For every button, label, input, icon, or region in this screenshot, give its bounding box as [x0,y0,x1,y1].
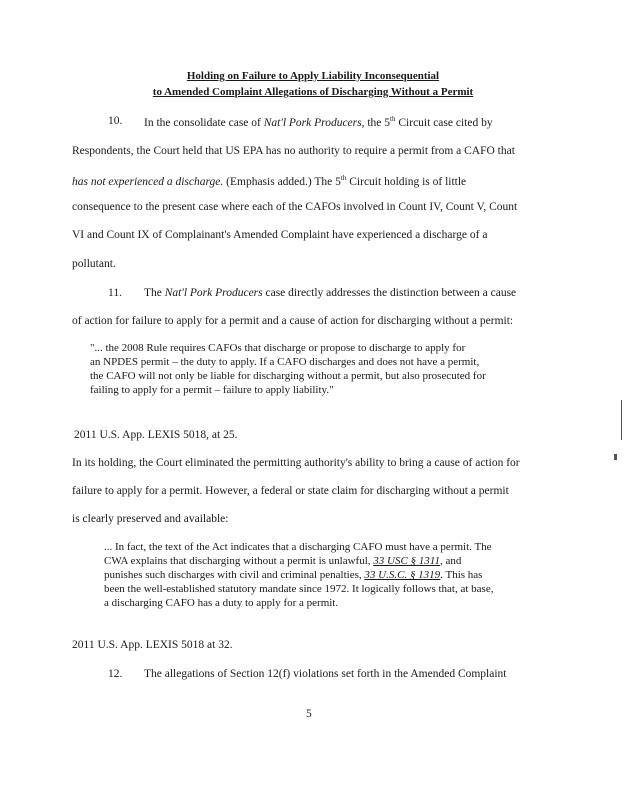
para-12-number: 12. [108,668,123,680]
para-11-line-2: of action for failure to apply for a permit and a cause of action for discharging without a permit: [72,315,514,327]
scan-artifact-mark [621,400,622,440]
quote-2-line-1: ... In fact, the text of the Act indicates that a discharging CAFO must have a permit. The [104,541,492,553]
emphasis-text: has not experienced a discharge. [72,175,224,188]
para-10-number: 10. [108,115,123,127]
para-11-number: 11. [108,287,122,299]
statute-reference: 33 U.S.C. § 1319 [364,569,441,581]
para-10-line-6: pollutant. [72,258,116,270]
quote-1-line-2: an NPDES permit – the duty to apply. If a CAFO discharges and does not have a permit, [90,356,480,368]
section-heading-line-2: to Amended Complaint Allegations of Discharging Without a Permit [152,86,474,98]
citation-1: 2011 U.S. App. LEXIS 5018, at 25. [74,429,238,441]
holding-line-2: failure to apply for a permit. However, a federal or state claim for discharging without a permit [72,485,509,497]
para-10-line-5: VI and Count IX of Complainant's Amended Complaint have experienced a discharge of a [72,229,488,241]
quote-1-line-3: the CAFO will not only be liable for discharging without a permit, but also prosecuted for [90,370,486,382]
para-10-line-4: consequence to the present case where each of the CAFOs involved in Count IV, Count V, Count [72,201,518,213]
section-heading-line-1: Holding on Failure to Apply Liability Inconsequential [186,70,440,82]
para-10-line-3: has not experienced a discharge. (Emphasis added.) The 5th Circuit holding is of little [72,174,467,188]
quote-1-line-1: "... the 2008 Rule requires CAFOs that discharge or propose to discharge to apply for [90,342,466,354]
para-12-line-1: The allegations of Section 12(f) violations set forth in the Amended Complaint [144,668,507,680]
quote-1-line-4: failing to apply for a permit – failure to apply liability." [90,384,334,396]
case-name: Nat'l Pork Producers [164,287,263,299]
quote-2-line-3: punishes such discharges with civil and criminal penalties, 33 U.S.C. § 1319. This has [104,569,483,581]
scan-artifact-mark [614,454,617,460]
para-11-line-1: The Nat'l Pork Producers case directly addresses the distinction between a cause [144,287,517,299]
citation-2: 2011 U.S. App. LEXIS 5018 at 32. [72,639,233,651]
holding-line-1: In its holding, the Court eliminated the permitting authority's ability to bring a cause of action for [72,457,520,469]
quote-2-line-2: CWA explains that discharging without a permit is unlawful, 33 USC § 1311, and [104,555,462,567]
quote-2-line-4: been the well-established statutory mandate since 1972. It logically follows that, at base, [104,583,494,595]
case-name: Nat'l Pork Producers [263,116,362,129]
holding-line-3: is clearly preserved and available: [72,513,229,525]
para-10-line-1: In the consolidate case of Nat'l Pork Producers, the 5th Circuit case cited by [144,115,493,129]
quote-2-line-5: a discharging CAFO has a duty to apply for a permit. [104,597,339,609]
page-number: 5 [306,708,312,720]
para-10-line-2: Respondents, the Court held that US EPA has no authority to require a permit from a CAFO that [72,145,515,157]
statute-reference: 33 USC § 1311 [373,555,440,567]
